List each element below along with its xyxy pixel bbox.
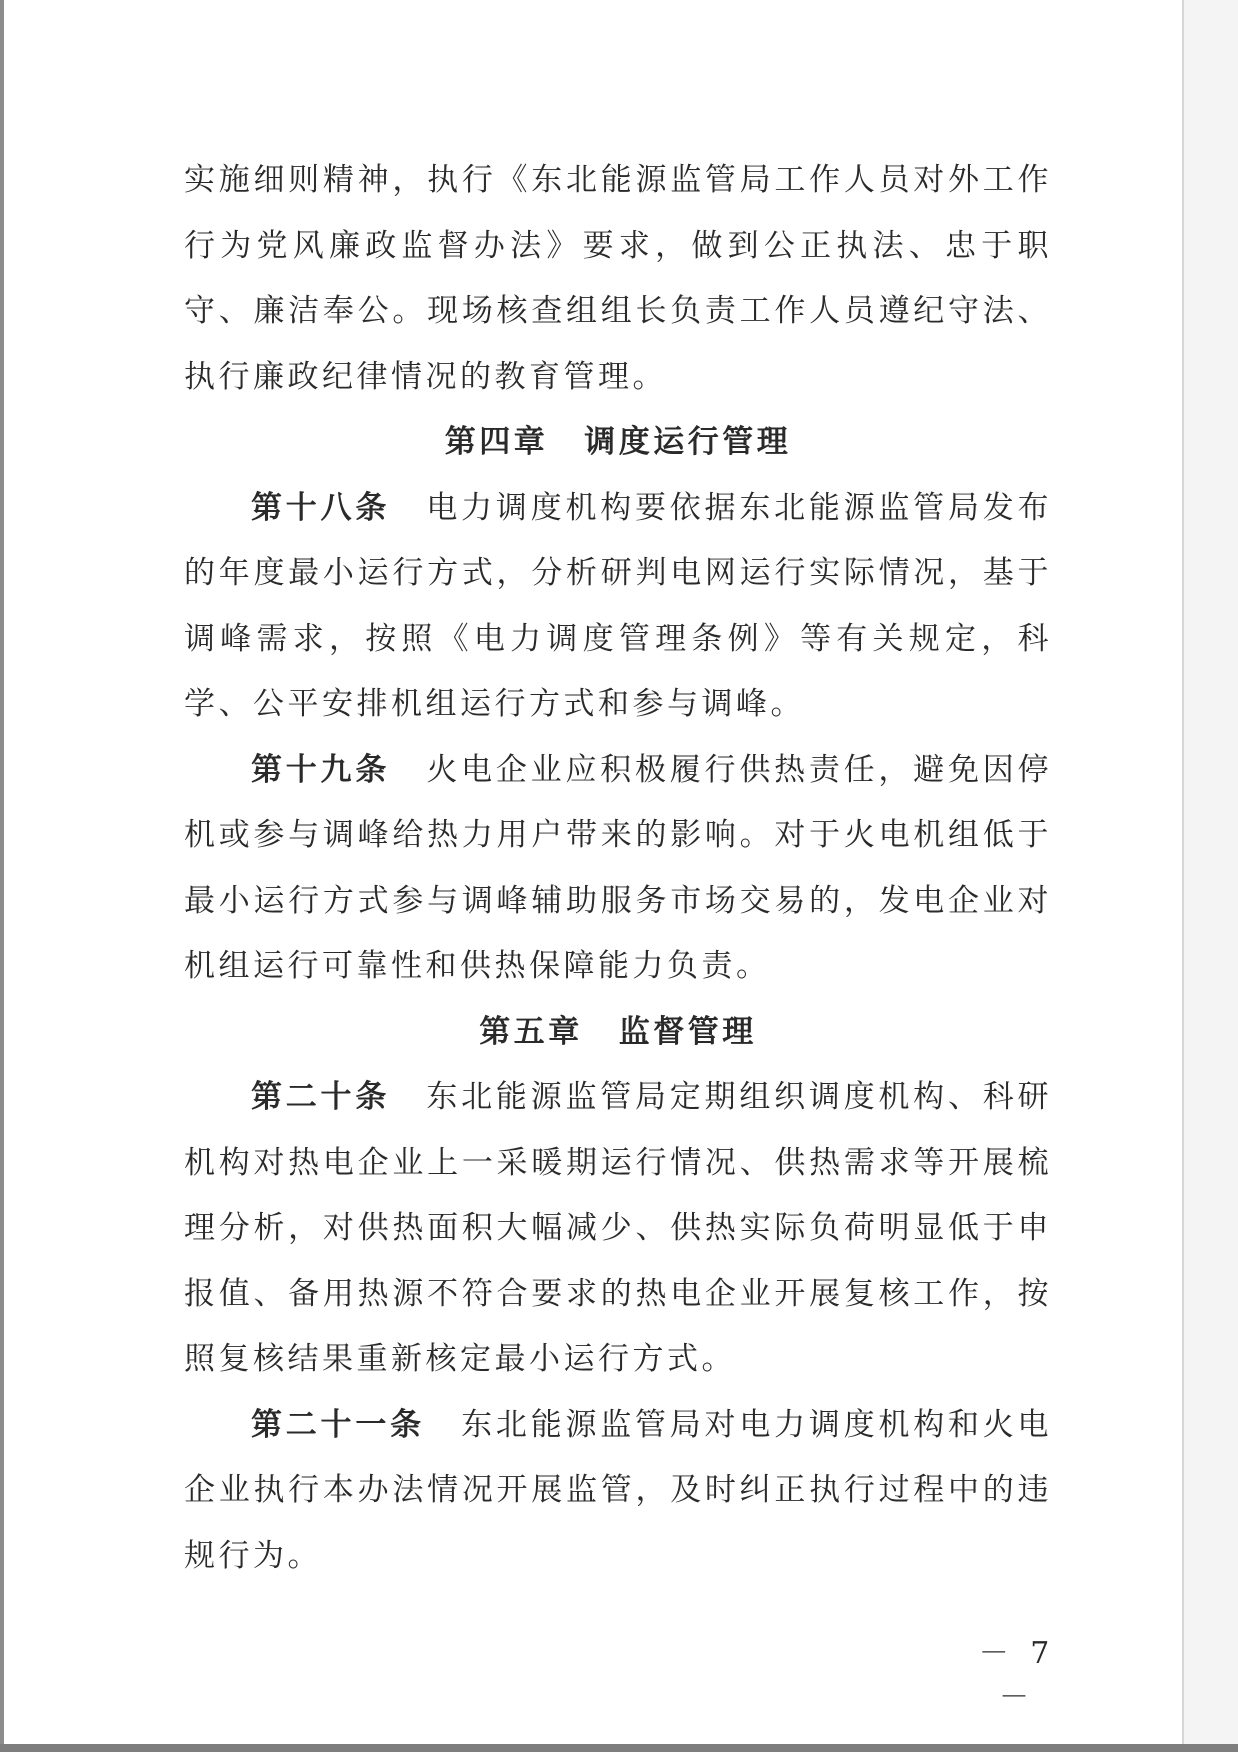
article-18 xyxy=(184,476,1052,738)
chapter-5-heading xyxy=(184,1000,1052,1066)
intro-paragraph: 实施细则精神，执行《东北能源监管局工作人员对外工作行为党风廉政监督办法》要求，做到公正执法、忠于职守、廉洁奉公。现场核查组组长负责工作人员遵纪守法、执行廉政纪律情况的教育管理。 xyxy=(184,162,1052,395)
chapter-4-number: 第四章 xyxy=(444,424,549,460)
chapter-5-title: 监督管理 xyxy=(618,1013,757,1050)
article-21 xyxy=(184,1393,1052,1590)
document-page xyxy=(184,148,1052,1589)
scan-edge-left xyxy=(0,0,4,1752)
chapter-4-heading xyxy=(184,410,1052,476)
article-19-number: 第十九条 xyxy=(251,751,391,788)
scan-edge-bottom xyxy=(0,1744,1238,1752)
chapter-5-number: 第五章 xyxy=(479,1013,583,1050)
article-18-number: 第十八条 xyxy=(251,489,391,526)
article-21-number: 第二十一条 xyxy=(251,1406,425,1443)
article-18-text: 电力调度机构要依据东北能源监管局发布的年度最小运行方式，分析研判电网运行实际情况，基于调峰需求，按照《电力调度管理条例》等有关规定，科学、公平安排机组运行方式和参与调峰。 xyxy=(184,489,1053,722)
chapter-4-title: 调度运行管理 xyxy=(584,424,792,460)
article-20 xyxy=(184,1065,1052,1393)
article-20-number: 第二十条 xyxy=(251,1079,391,1115)
article-21-text: 东北能源监管局对电力调度机构和火电企业执行本办法情况开展监管，及时纠正执行过程中的违规行为。 xyxy=(184,1406,1053,1574)
article-19-text: 火电企业应积极履行供热责任，避免因停机或参与调峰给热力用户带来的影响。对于火电机组低于最小运行方式参与调峰辅助服务市场交易的，发电企业对机组运行可靠性和供热保障能力负责。 xyxy=(184,751,1053,984)
page-number: － 7 － xyxy=(978,1636,1056,1715)
scan-edge-right xyxy=(1184,0,1238,1752)
article-19 xyxy=(184,738,1052,1000)
article-20-text: 东北能源监管局定期组织调度机构、科研机构对热电企业上一采暖期运行情况、供热需求等开展梳理分析，对供热面积大幅减少、供热实际负荷明显低于申报值、备用热源不符合要求的热电企业开展复核工作，按照复核结果重新核定最小运行方式。 xyxy=(184,1079,1053,1377)
